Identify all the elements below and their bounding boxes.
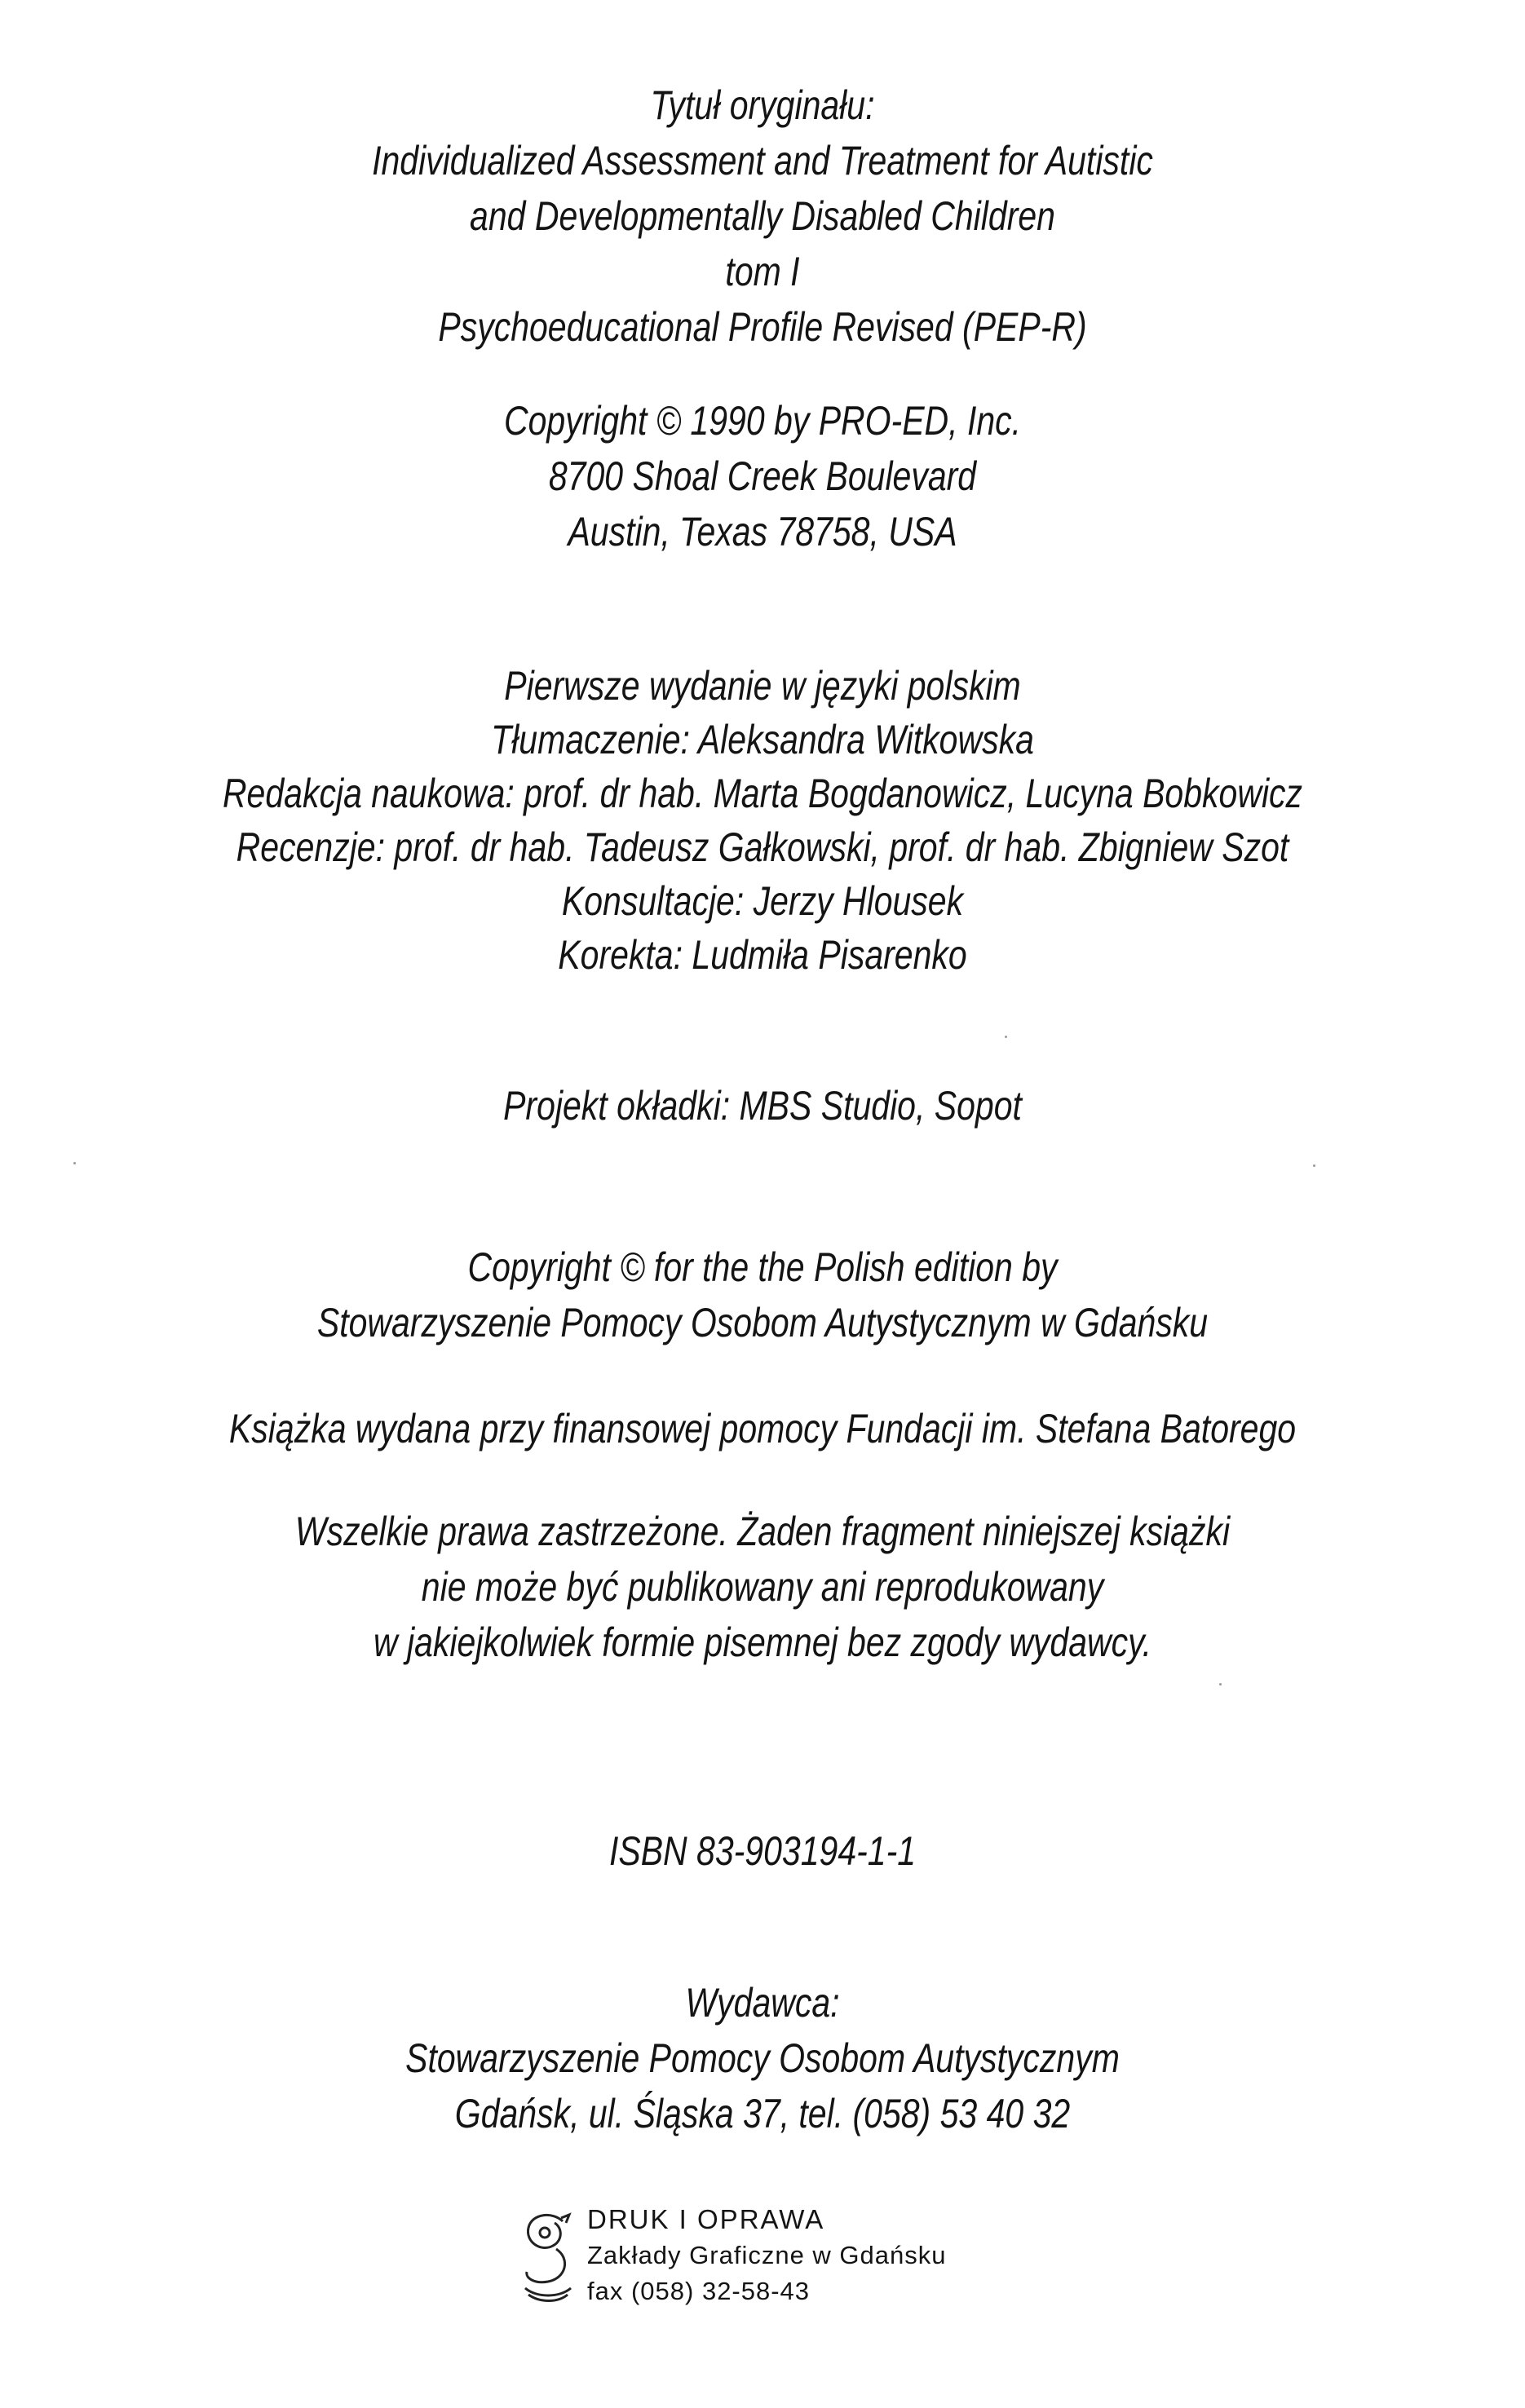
rights-block [0, 1504, 1525, 1670]
original-subtitle: Psychoeducational Profile Revised (PEP-R) [438, 304, 1087, 350]
isbn-number: ISBN 83-903194-1-1 [608, 1828, 917, 1874]
polish-copyright-block [0, 1239, 1525, 1350]
publisher-name: Stowarzyszenie Pomocy Osobom Autystycznym [405, 2035, 1120, 2081]
rights-line-2: nie może być publikowany ani reprodukowany [421, 1564, 1104, 1610]
scientific-editor-credit: Redakcja naukowa: prof. dr hab. Marta Bogdanowicz, Lucyna Bobkowicz [222, 771, 1303, 816]
polish-copyright-line: Copyright © for the the Polish edition by [467, 1244, 1058, 1290]
printer-title: DRUK I OPRAWA [587, 2204, 825, 2234]
translation-credit: Tłumaczenie: Aleksandra Witkowska [491, 717, 1034, 762]
original-title-line-1: Individualized Assessment and Treatment for Autistic [372, 138, 1153, 183]
original-publisher-city: Austin, Texas 78758, USA [568, 509, 957, 555]
original-title-block [0, 77, 1525, 355]
cover-design-credit: Projekt okładki: MBS Studio, Sopot [503, 1083, 1022, 1129]
original-title-line-2: and Developmentally Disabled Children [470, 193, 1055, 239]
funding-note: Książka wydana przy finansowej pomocy Fundacji im. Stefana Batorego [228, 1406, 1297, 1451]
reviewers-credit: Recenzje: prof. dr hab. Tadeusz Gałkowski, prof. dr hab. Zbigniew Szot [236, 824, 1289, 870]
printer-name: Zakłady Graficzne w Gdańsku [587, 2241, 947, 2269]
credits-block [0, 659, 1525, 982]
scan-speck [73, 1162, 76, 1164]
first-edition-line: Pierwsze wydanie w języki polskim [504, 663, 1021, 709]
cover-design-block [0, 1078, 1525, 1133]
original-title-label: Tytuł oryginału: [650, 82, 875, 128]
consultation-credit: Konsultacje: Jerzy Hlousek [561, 878, 964, 924]
rights-line-1: Wszelkie prawa zastrzeżone. Żaden fragment niniejszej książki [294, 1509, 1231, 1554]
publisher-address: Gdańsk, ul. Śląska 37, tel. (058) 53 40 32 [454, 2091, 1071, 2136]
printing-house-logo-icon [520, 2207, 577, 2313]
proofreading-credit: Korekta: Ludmiła Pisarenko [558, 932, 967, 978]
scan-speck [1219, 1683, 1222, 1686]
polish-copyright-holder: Stowarzyszenie Pomocy Osobom Autystycznym w Gdańsku [316, 1300, 1209, 1345]
original-publisher-street: 8700 Shoal Creek Boulevard [548, 453, 977, 499]
printer-colophon [520, 2202, 1026, 2332]
original-volume: tom I [725, 249, 800, 294]
funding-block [0, 1401, 1525, 1456]
scan-speck [1313, 1164, 1315, 1167]
rights-line-3: w jakiejkolwiek formie pisemnej bez zgody wydawcy. [374, 1619, 1151, 1665]
original-copyright-block [0, 393, 1525, 559]
scan-speck [1005, 1036, 1007, 1038]
publisher-block [0, 1975, 1525, 2141]
original-copyright-line: Copyright © 1990 by PRO-ED, Inc. [503, 398, 1022, 444]
publisher-label: Wydawca: [685, 1980, 840, 2026]
printer-fax: fax (058) 32-58-43 [587, 2277, 811, 2305]
printer-text [587, 2202, 947, 2309]
isbn-block [0, 1823, 1525, 1879]
